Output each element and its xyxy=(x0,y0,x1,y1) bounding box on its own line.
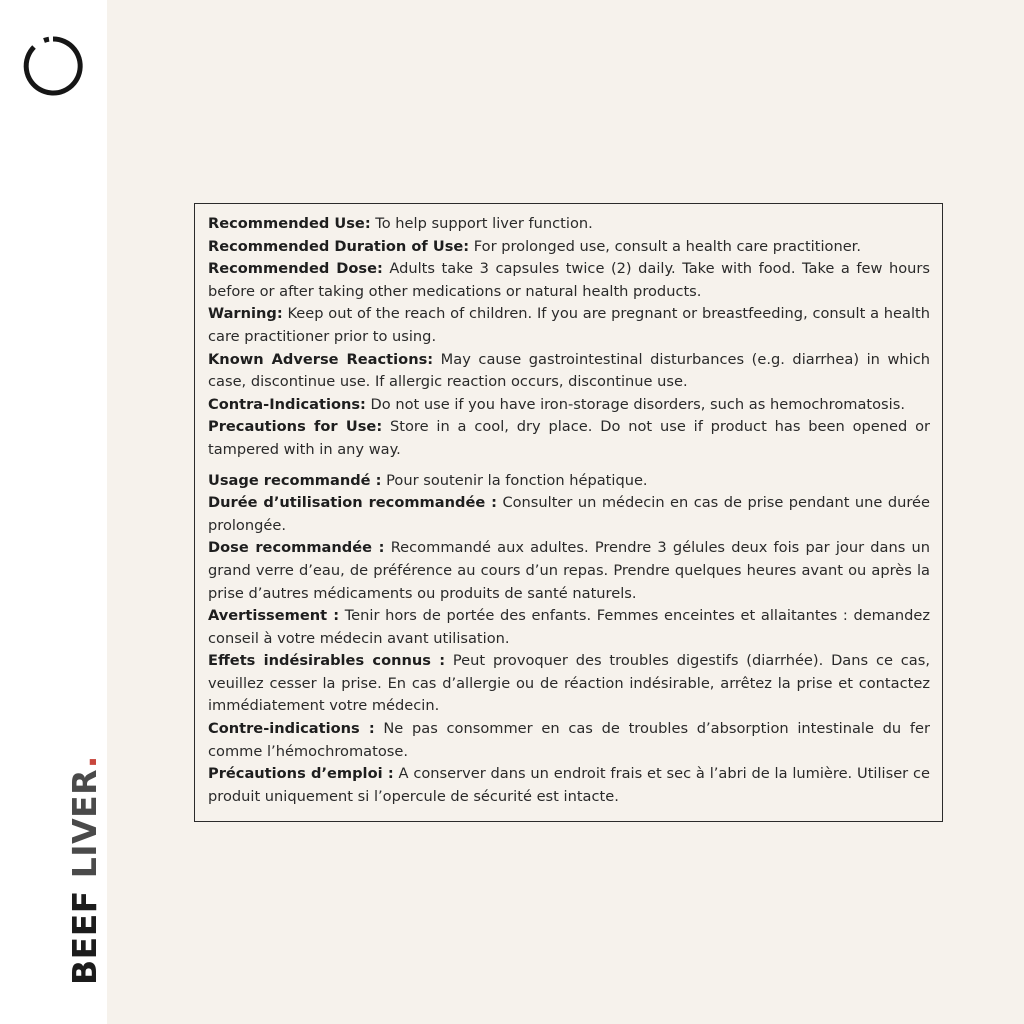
product-title-liver: LIVER xyxy=(65,768,104,879)
entry-precautions xyxy=(208,416,930,461)
entry-contre-indications xyxy=(208,718,930,763)
entry-precautions-emploi xyxy=(208,763,930,808)
entry-label: Contre-indications : xyxy=(208,720,375,738)
entry-text: Consulter un médecin en cas de prise pendant une durée prolongée. xyxy=(208,494,930,534)
entry-usage-recommande xyxy=(208,470,930,493)
entry-label: Precautions for Use: xyxy=(208,418,383,436)
ring-logo-icon xyxy=(20,33,86,99)
entry-adverse-reactions xyxy=(208,349,930,394)
entry-label: Durée d’utilisation recommandée : xyxy=(208,494,497,512)
entry-recommended-use xyxy=(208,213,930,236)
entry-label: Effets indésirables connus : xyxy=(208,652,446,670)
entry-label: Précautions d’emploi : xyxy=(208,765,394,783)
entry-text: Ne pas consommer en cas de troubles d’absorption intestinale du fer comme l’hémochromatose. xyxy=(208,720,930,760)
product-title-dot: . xyxy=(65,755,104,769)
entry-warning xyxy=(208,303,930,348)
entry-contra-indications xyxy=(208,394,930,417)
section-spacer xyxy=(208,462,930,470)
entry-label: Recommended Dose: xyxy=(208,260,383,278)
entry-text: Keep out of the reach of children. If you are pregnant or breastfeeding, consult a health care practitioner prior to using. xyxy=(208,305,930,345)
entry-label: Contra-Indications: xyxy=(208,395,366,413)
entry-recommended-dose xyxy=(208,258,930,303)
entry-text: Do not use if you have iron-storage disorders, such as hemochromatosis. xyxy=(365,395,905,413)
entry-label: Warning: xyxy=(208,305,283,323)
french-section xyxy=(208,470,930,809)
entry-label: Recommended Use: xyxy=(208,215,371,232)
entry-effets-indesirables xyxy=(208,650,930,718)
entry-label: Known Adverse Reactions: xyxy=(208,350,434,368)
entry-text: May cause gastrointestinal disturbances (e.g. diarrhea) in which case, discontinue use. If allergic reaction occurs, discontinue use. xyxy=(208,350,930,391)
brand-sidebar xyxy=(0,0,107,1024)
entry-label: Recommended Duration of Use: xyxy=(208,237,470,255)
entry-text: For prolonged use, consult a health care practitioner. xyxy=(469,237,861,255)
entry-text: Pour soutenir la fonction hépatique. xyxy=(381,471,648,489)
label-text-panel xyxy=(194,203,943,822)
entry-text: Tenir hors de portée des enfants. Femmes enceintes et allaitantes : demandez conseil à votre médecin avant utilisation. xyxy=(208,607,930,647)
entry-label: Avertissement : xyxy=(208,607,340,625)
entry-duree-utilisation xyxy=(208,492,930,537)
entry-label: Usage recommandé : xyxy=(208,471,382,489)
entry-text: To help support liver function. xyxy=(370,215,593,232)
product-title xyxy=(65,755,104,985)
entry-text: Store in a cool, dry place. Do not use if product has been opened or tampered with in any way. xyxy=(208,418,931,458)
product-title-beef: BEEF xyxy=(65,890,104,985)
entry-text: Recommandé aux adultes. Prendre 3 gélules deux fois par jour dans un grand verre d’eau, de préférence au cours d’un repas. Prendre quelques heures avant ou après la prise d’autres médicaments ou produits de santé naturels. xyxy=(208,539,931,602)
entry-recommended-duration xyxy=(208,236,930,259)
entry-text: A conserver dans un endroit frais et sec à l’abri de la lumière. Utiliser ce produit uniquement si l’opercule de sécurité est intacte. xyxy=(208,765,930,805)
english-section xyxy=(208,213,930,462)
entry-text: Peut provoquer des troubles digestifs (diarrhée). Dans ce cas, veuillez cesser la prise. En cas d’allergie ou de réaction indésirable, arrêtez la prise et contactez immédiatement votre médecin. xyxy=(208,652,930,715)
entry-text: Adults take 3 capsules twice (2) daily. Take with food. Take a few hours before or after taking other medications or natural health products. xyxy=(208,260,930,300)
entry-avertissement xyxy=(208,605,930,650)
entry-dose-recommandee xyxy=(208,537,930,605)
entry-label: Dose recommandée : xyxy=(208,539,385,557)
